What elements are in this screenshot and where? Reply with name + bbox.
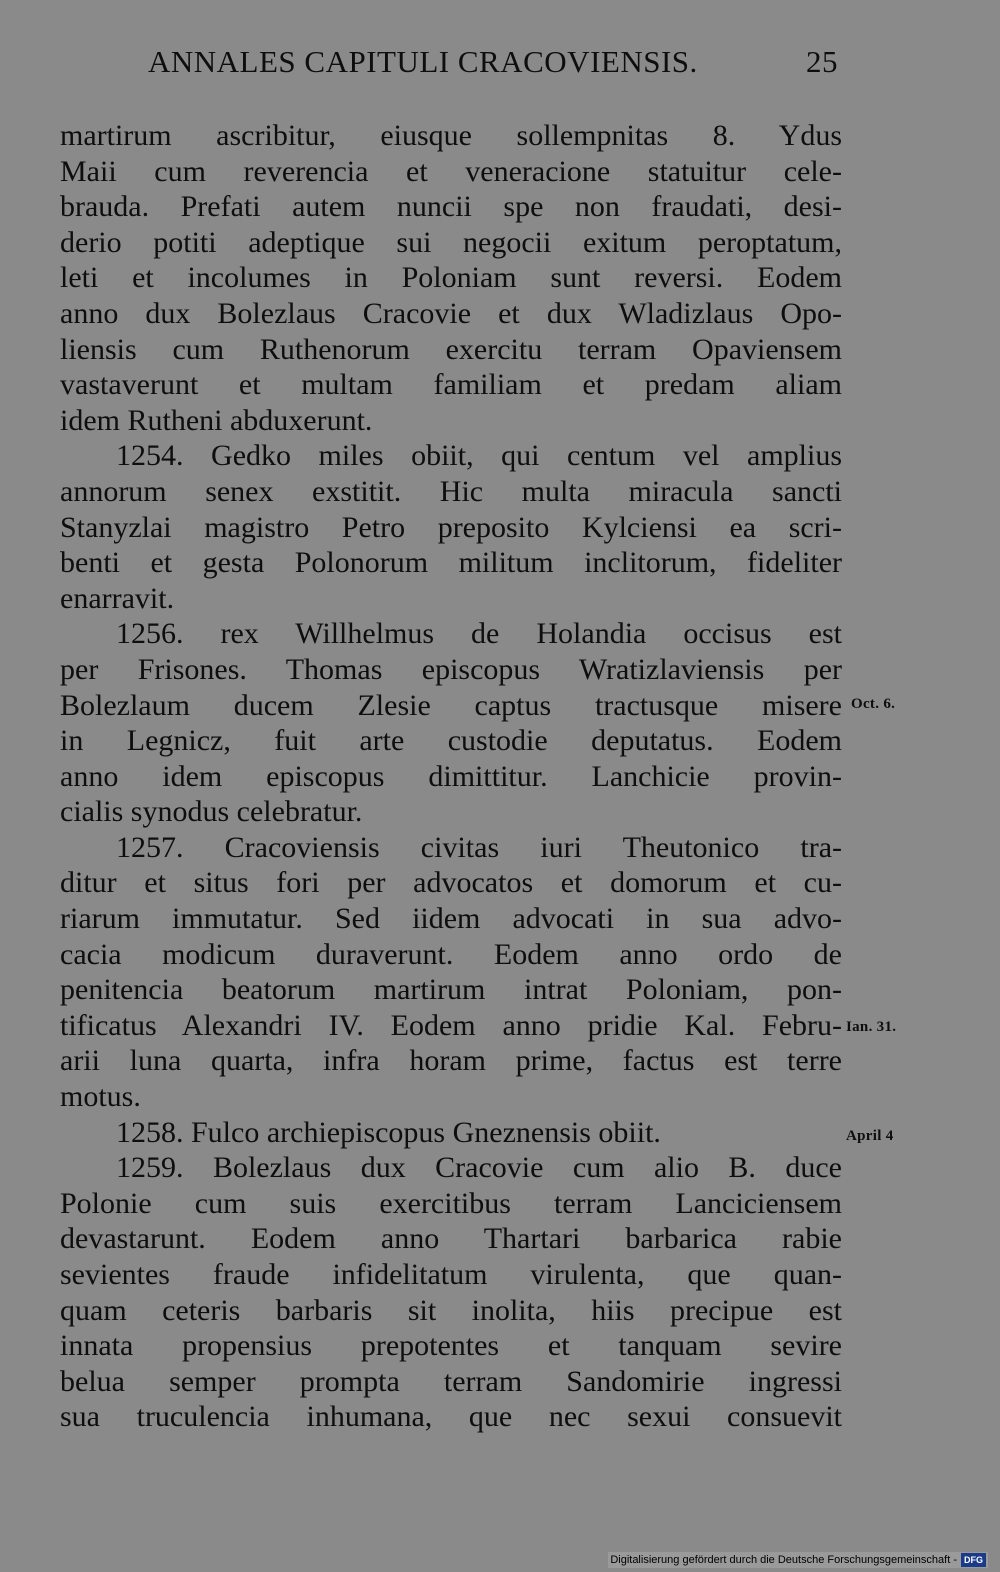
text-line: 1256. rex Willhelmus de Holandia occisus est xyxy=(116,617,842,651)
text-line: cacia modicum duraverunt. Eodem anno ordo de xyxy=(60,937,842,971)
text-line: Polonie cum suis exercitibus terram Lanciciensem xyxy=(60,1186,842,1220)
text-line: tificatus Alexandri IV. Eodem anno pridie Kal. Febru- xyxy=(60,1008,842,1042)
text-line: benti et gesta Polonorum militum inclitorum, fideliter xyxy=(60,546,842,580)
text-line: cialis synodus celebratur. xyxy=(60,795,363,829)
running-header xyxy=(62,38,842,84)
text-line: derio potiti adeptique sui negocii exitum peroptatum, xyxy=(60,225,842,259)
text-line: 1258. Fulco archiepiscopus Gneznensis obiit. xyxy=(116,1115,661,1149)
text-body xyxy=(60,118,842,1435)
text-line: martirum ascribitur, eiusque sollempnitas 8. Ydus xyxy=(60,119,842,152)
text-line: in Legnicz, fuit arte custodie deputatus. Eodem xyxy=(60,724,842,758)
text-line: Bolezlaum ducem Zlesie captus tractusque misere xyxy=(60,688,842,722)
credit-text: Digitalisierung gefördert durch die Deutsche Forschungsgemeinschaft - xyxy=(610,1554,957,1566)
text-line: per Frisones. Thomas episcopus Wratizlaviensis per xyxy=(60,652,842,686)
text-line: penitencia beatorum martirum intrat Poloniam, pon- xyxy=(60,973,842,1007)
text-line: Maii cum reverencia et veneracione statuitur cele- xyxy=(60,154,842,188)
text-line: arii luna quarta, infra horam prime, factus est terre xyxy=(60,1044,842,1078)
text-line: quam ceteris barbaris sit inolita, hiis precipue est xyxy=(60,1293,842,1327)
text-line: liensis cum Ruthenorum exercitu terram Opaviensem xyxy=(60,332,842,366)
text-line: annorum senex exstitit. Hic multa miracula sancti xyxy=(60,474,842,508)
text-line: sua truculencia inhumana, que nec sexui consuevit xyxy=(60,1400,842,1434)
text-line: anno idem episcopus dimittitur. Lanchicie provin- xyxy=(60,759,842,793)
margin-date-note: April 4 xyxy=(846,1128,894,1144)
text-line: brauda. Prefati autem nuncii spe non fraudati, desi- xyxy=(60,190,842,224)
text-line: Stanyzlai magistro Petro preposito Kylciensi ea scri- xyxy=(60,510,842,544)
text-line: 1259. Bolezlaus dux Cracovie cum alio B. duce xyxy=(116,1151,842,1185)
text-line: innata propensius prepotentes et tanquam sevire xyxy=(60,1329,842,1363)
margin-date-note: Ian. 31. xyxy=(846,1019,897,1035)
text-line: belua semper prompta terram Sandomirie ingressi xyxy=(60,1364,842,1398)
text-line: motus. xyxy=(60,1080,141,1114)
text-line: 1257. Cracoviensis civitas iuri Theutonico tra- xyxy=(116,830,842,864)
text-line: vastaverunt et multam familiam et predam aliam xyxy=(60,368,842,402)
text-line: 1254. Gedko miles obiit, qui centum vel amplius xyxy=(116,439,842,473)
text-line: idem Rutheni abduxerunt. xyxy=(60,403,373,437)
dfg-logo: DFG xyxy=(961,1553,986,1567)
text-line: sevientes fraude infidelitatum virulenta, que quan- xyxy=(60,1258,842,1291)
text-line: ditur et situs fori per advocatos et domorum et cu- xyxy=(60,866,842,900)
text-line: leti et incolumes in Poloniam sunt reversi. Eodem xyxy=(60,261,842,295)
margin-date-note: Oct. 6. xyxy=(851,696,896,712)
text-line: anno dux Bolezlaus Cracovie et dux Wladizlaus Opo- xyxy=(60,296,842,330)
text-line: enarravit. xyxy=(60,581,175,615)
text-line: devastarunt. Eodem anno Thartari barbarica rabie xyxy=(60,1222,842,1256)
digitization-credit xyxy=(608,1552,988,1568)
page-number: 25 xyxy=(806,44,838,79)
running-title: ANNALES CAPITULI CRACOVIENSIS. xyxy=(148,44,698,79)
text-line: riarum immutatur. Sed iidem advocati in sua advo- xyxy=(60,902,842,936)
